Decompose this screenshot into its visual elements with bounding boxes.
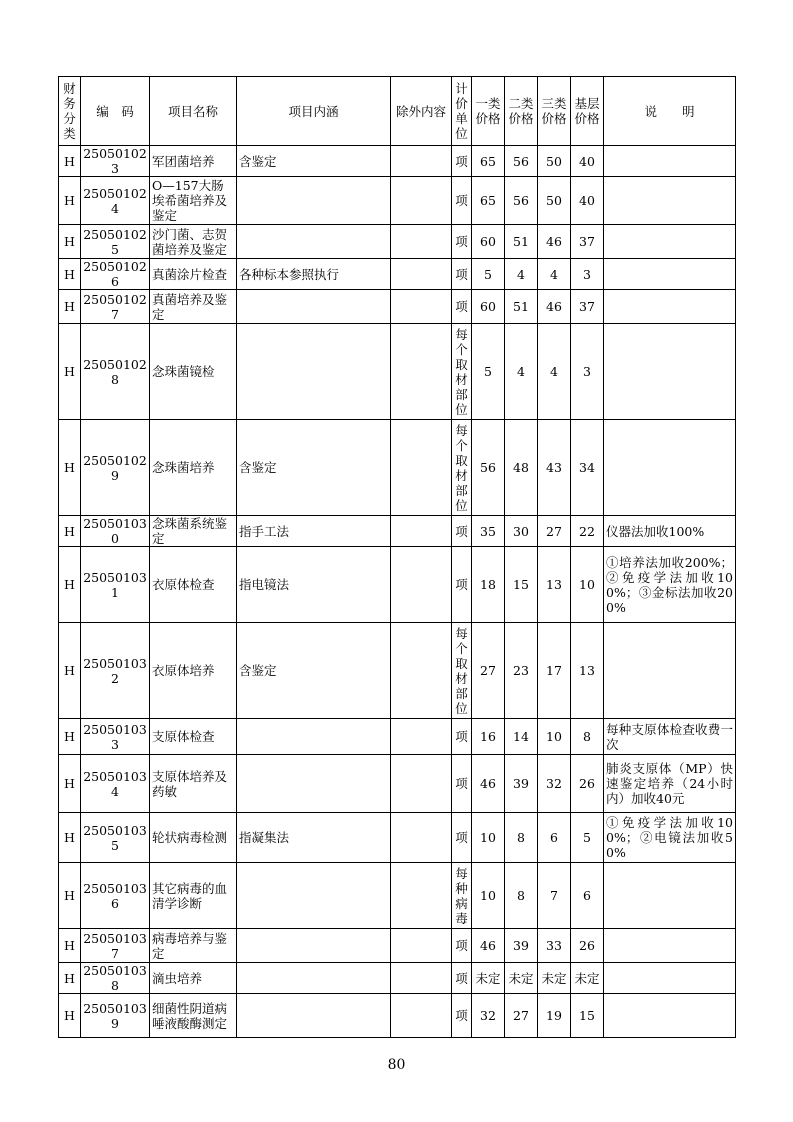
cell-name: 念珠菌培养 xyxy=(150,420,237,516)
cell-price2: 51 xyxy=(505,290,538,324)
cell-exclusions xyxy=(391,177,452,225)
cell-unit: 项 xyxy=(452,177,472,225)
cell-unit: 项 xyxy=(452,963,472,994)
cell-price1: 65 xyxy=(472,177,505,225)
header-exclusions: 除外内容 xyxy=(391,77,452,146)
cell-code: 250501025 xyxy=(81,225,150,259)
cell-exclusions xyxy=(391,547,452,623)
cell-content xyxy=(237,963,391,994)
cell-notes xyxy=(604,259,736,290)
cell-code: 250501028 xyxy=(81,324,150,420)
cell-price3: 未定 xyxy=(538,963,571,994)
cell-price3: 43 xyxy=(538,420,571,516)
cell-price2: 56 xyxy=(505,177,538,225)
cell-price-basic: 34 xyxy=(571,420,604,516)
cell-price-basic: 5 xyxy=(571,813,604,863)
cell-notes: 每种支原体检查收费一次 xyxy=(604,719,736,755)
cell-exclusions xyxy=(391,516,452,547)
cell-price2: 56 xyxy=(505,146,538,177)
cell-category: H xyxy=(59,755,81,813)
table-row xyxy=(59,146,736,177)
cell-unit: 项 xyxy=(452,929,472,963)
cell-price-basic: 3 xyxy=(571,259,604,290)
price-table xyxy=(58,76,736,1038)
cell-code: 250501024 xyxy=(81,177,150,225)
cell-name: 真菌涂片检查 xyxy=(150,259,237,290)
cell-category: H xyxy=(59,994,81,1038)
cell-price3: 13 xyxy=(538,547,571,623)
cell-category: H xyxy=(59,547,81,623)
cell-price1: 60 xyxy=(472,290,505,324)
cell-unit: 每个取材部位 xyxy=(452,324,472,420)
cell-price3: 10 xyxy=(538,719,571,755)
cell-code: 250501039 xyxy=(81,994,150,1038)
cell-notes xyxy=(604,290,736,324)
cell-content: 指凝集法 xyxy=(237,813,391,863)
header-price-basic: 基层价格 xyxy=(571,77,604,146)
cell-name: 沙门菌、志贺菌培养及鉴定 xyxy=(150,225,237,259)
cell-exclusions xyxy=(391,813,452,863)
cell-price3: 33 xyxy=(538,929,571,963)
table-row xyxy=(59,863,736,929)
cell-price2: 48 xyxy=(505,420,538,516)
cell-name: 滴虫培养 xyxy=(150,963,237,994)
cell-notes xyxy=(604,863,736,929)
cell-price-basic: 8 xyxy=(571,719,604,755)
cell-price1: 16 xyxy=(472,719,505,755)
cell-price2: 30 xyxy=(505,516,538,547)
cell-category: H xyxy=(59,420,81,516)
cell-price-basic: 37 xyxy=(571,225,604,259)
header-unit: 计价单位 xyxy=(452,77,472,146)
cell-price2: 39 xyxy=(505,755,538,813)
table-row xyxy=(59,324,736,420)
cell-code: 250501036 xyxy=(81,863,150,929)
cell-code: 250501032 xyxy=(81,623,150,719)
cell-code: 250501023 xyxy=(81,146,150,177)
cell-name: 衣原体培养 xyxy=(150,623,237,719)
cell-code: 250501029 xyxy=(81,420,150,516)
header-code: 编 码 xyxy=(81,77,150,146)
table-row xyxy=(59,259,736,290)
cell-exclusions xyxy=(391,719,452,755)
cell-exclusions xyxy=(391,755,452,813)
cell-notes xyxy=(604,623,736,719)
table-row xyxy=(59,755,736,813)
cell-exclusions xyxy=(391,929,452,963)
cell-category: H xyxy=(59,863,81,929)
table-row xyxy=(59,813,736,863)
cell-price1: 46 xyxy=(472,929,505,963)
cell-price3: 6 xyxy=(538,813,571,863)
cell-price3: 46 xyxy=(538,225,571,259)
cell-content xyxy=(237,177,391,225)
cell-price-basic: 40 xyxy=(571,177,604,225)
cell-price-basic: 37 xyxy=(571,290,604,324)
cell-category: H xyxy=(59,324,81,420)
cell-price1: 10 xyxy=(472,863,505,929)
cell-code: 250501038 xyxy=(81,963,150,994)
cell-content xyxy=(237,290,391,324)
cell-price1: 56 xyxy=(472,420,505,516)
header-content: 项目内涵 xyxy=(237,77,391,146)
cell-content: 含鉴定 xyxy=(237,146,391,177)
cell-notes: 肺炎支原体（MP）快速鉴定培养（24小时内）加收40元 xyxy=(604,755,736,813)
cell-price2: 27 xyxy=(505,994,538,1038)
cell-price1: 65 xyxy=(472,146,505,177)
cell-code: 250501037 xyxy=(81,929,150,963)
cell-content: 各种标本参照执行 xyxy=(237,259,391,290)
table-row xyxy=(59,623,736,719)
cell-notes xyxy=(604,177,736,225)
cell-unit: 项 xyxy=(452,755,472,813)
cell-price1: 46 xyxy=(472,755,505,813)
cell-category: H xyxy=(59,929,81,963)
cell-exclusions xyxy=(391,225,452,259)
cell-price3: 7 xyxy=(538,863,571,929)
cell-price3: 50 xyxy=(538,177,571,225)
cell-code: 250501035 xyxy=(81,813,150,863)
cell-notes xyxy=(604,225,736,259)
cell-price3: 32 xyxy=(538,755,571,813)
cell-price-basic: 6 xyxy=(571,863,604,929)
cell-price2: 4 xyxy=(505,324,538,420)
cell-unit: 项 xyxy=(452,225,472,259)
cell-price2: 4 xyxy=(505,259,538,290)
cell-exclusions xyxy=(391,994,452,1038)
header-row xyxy=(59,77,736,146)
cell-category: H xyxy=(59,259,81,290)
cell-price-basic: 26 xyxy=(571,929,604,963)
cell-price3: 27 xyxy=(538,516,571,547)
cell-category: H xyxy=(59,813,81,863)
table-row xyxy=(59,225,736,259)
cell-unit: 项 xyxy=(452,290,472,324)
cell-price1: 27 xyxy=(472,623,505,719)
cell-exclusions xyxy=(391,963,452,994)
cell-exclusions xyxy=(391,259,452,290)
table-row xyxy=(59,290,736,324)
cell-price-basic: 3 xyxy=(571,324,604,420)
cell-price3: 46 xyxy=(538,290,571,324)
cell-unit: 项 xyxy=(452,994,472,1038)
cell-name: 支原体培养及药敏 xyxy=(150,755,237,813)
cell-content xyxy=(237,324,391,420)
cell-content xyxy=(237,225,391,259)
cell-price-basic: 13 xyxy=(571,623,604,719)
cell-category: H xyxy=(59,177,81,225)
cell-price1: 未定 xyxy=(472,963,505,994)
cell-content: 含鉴定 xyxy=(237,420,391,516)
table-row xyxy=(59,929,736,963)
header-category: 财务分类 xyxy=(59,77,81,146)
cell-code: 250501033 xyxy=(81,719,150,755)
cell-notes xyxy=(604,963,736,994)
cell-price2: 23 xyxy=(505,623,538,719)
cell-notes: ①免疫学法加收100%；②电镜法加收50% xyxy=(604,813,736,863)
cell-name: 真菌培养及鉴定 xyxy=(150,290,237,324)
header-name: 项目名称 xyxy=(150,77,237,146)
cell-unit: 项 xyxy=(452,547,472,623)
cell-code: 250501031 xyxy=(81,547,150,623)
cell-content: 指手工法 xyxy=(237,516,391,547)
table-row xyxy=(59,516,736,547)
cell-content xyxy=(237,719,391,755)
cell-category: H xyxy=(59,719,81,755)
cell-code: 250501030 xyxy=(81,516,150,547)
cell-name: 其它病毒的血清学诊断 xyxy=(150,863,237,929)
header-notes: 说 明 xyxy=(604,77,736,146)
cell-category: H xyxy=(59,146,81,177)
cell-name: 衣原体检查 xyxy=(150,547,237,623)
cell-price2: 14 xyxy=(505,719,538,755)
table-row xyxy=(59,420,736,516)
cell-unit: 项 xyxy=(452,516,472,547)
cell-unit: 项 xyxy=(452,146,472,177)
cell-unit: 每个取材部位 xyxy=(452,420,472,516)
cell-price1: 18 xyxy=(472,547,505,623)
cell-price1: 35 xyxy=(472,516,505,547)
cell-content xyxy=(237,994,391,1038)
cell-price2: 39 xyxy=(505,929,538,963)
cell-exclusions xyxy=(391,146,452,177)
cell-exclusions xyxy=(391,290,452,324)
cell-notes xyxy=(604,420,736,516)
cell-price2: 8 xyxy=(505,863,538,929)
cell-price3: 17 xyxy=(538,623,571,719)
table-row xyxy=(59,547,736,623)
table-row xyxy=(59,177,736,225)
cell-category: H xyxy=(59,290,81,324)
cell-price-basic: 10 xyxy=(571,547,604,623)
header-price2: 二类价格 xyxy=(505,77,538,146)
cell-price1: 32 xyxy=(472,994,505,1038)
header-price3: 三类价格 xyxy=(538,77,571,146)
cell-notes xyxy=(604,929,736,963)
cell-notes xyxy=(604,324,736,420)
table-row xyxy=(59,994,736,1038)
page-number: 80 xyxy=(387,1057,406,1073)
cell-price3: 19 xyxy=(538,994,571,1038)
cell-name: 细菌性阴道病唾液酸酶测定 xyxy=(150,994,237,1038)
cell-price3: 4 xyxy=(538,324,571,420)
cell-price2: 51 xyxy=(505,225,538,259)
cell-price-basic: 未定 xyxy=(571,963,604,994)
cell-notes xyxy=(604,994,736,1038)
cell-price2: 8 xyxy=(505,813,538,863)
cell-price-basic: 40 xyxy=(571,146,604,177)
cell-exclusions xyxy=(391,324,452,420)
cell-exclusions xyxy=(391,420,452,516)
cell-category: H xyxy=(59,623,81,719)
table-row xyxy=(59,963,736,994)
cell-price1: 60 xyxy=(472,225,505,259)
cell-code: 250501026 xyxy=(81,259,150,290)
cell-content xyxy=(237,755,391,813)
cell-code: 250501027 xyxy=(81,290,150,324)
cell-name: 支原体检查 xyxy=(150,719,237,755)
cell-price1: 10 xyxy=(472,813,505,863)
cell-price-basic: 15 xyxy=(571,994,604,1038)
cell-category: H xyxy=(59,516,81,547)
cell-content: 指电镜法 xyxy=(237,547,391,623)
cell-unit: 项 xyxy=(452,813,472,863)
cell-notes: 仪器法加收100% xyxy=(604,516,736,547)
cell-content: 含鉴定 xyxy=(237,623,391,719)
cell-category: H xyxy=(59,963,81,994)
cell-name: 念珠菌镜检 xyxy=(150,324,237,420)
cell-unit: 每种病毒 xyxy=(452,863,472,929)
header-price1: 一类价格 xyxy=(472,77,505,146)
cell-price2: 未定 xyxy=(505,963,538,994)
cell-content xyxy=(237,929,391,963)
cell-name: O—157大肠埃希菌培养及鉴定 xyxy=(150,177,237,225)
cell-price1: 5 xyxy=(472,259,505,290)
cell-unit: 项 xyxy=(452,259,472,290)
cell-price3: 4 xyxy=(538,259,571,290)
cell-unit: 项 xyxy=(452,719,472,755)
cell-name: 轮状病毒检测 xyxy=(150,813,237,863)
cell-exclusions xyxy=(391,623,452,719)
cell-price3: 50 xyxy=(538,146,571,177)
cell-price-basic: 22 xyxy=(571,516,604,547)
cell-unit: 每个取材部位 xyxy=(452,623,472,719)
cell-category: H xyxy=(59,225,81,259)
cell-notes xyxy=(604,146,736,177)
cell-price1: 5 xyxy=(472,324,505,420)
cell-code: 250501034 xyxy=(81,755,150,813)
cell-notes: ①培养法加收200%；②免疫学法加收100%；③金标法加收200% xyxy=(604,547,736,623)
cell-name: 病毒培养与鉴定 xyxy=(150,929,237,963)
cell-content xyxy=(237,863,391,929)
cell-price-basic: 26 xyxy=(571,755,604,813)
cell-price2: 15 xyxy=(505,547,538,623)
cell-exclusions xyxy=(391,863,452,929)
table-row xyxy=(59,719,736,755)
cell-name: 念珠菌系统鉴定 xyxy=(150,516,237,547)
cell-name: 军团菌培养 xyxy=(150,146,237,177)
